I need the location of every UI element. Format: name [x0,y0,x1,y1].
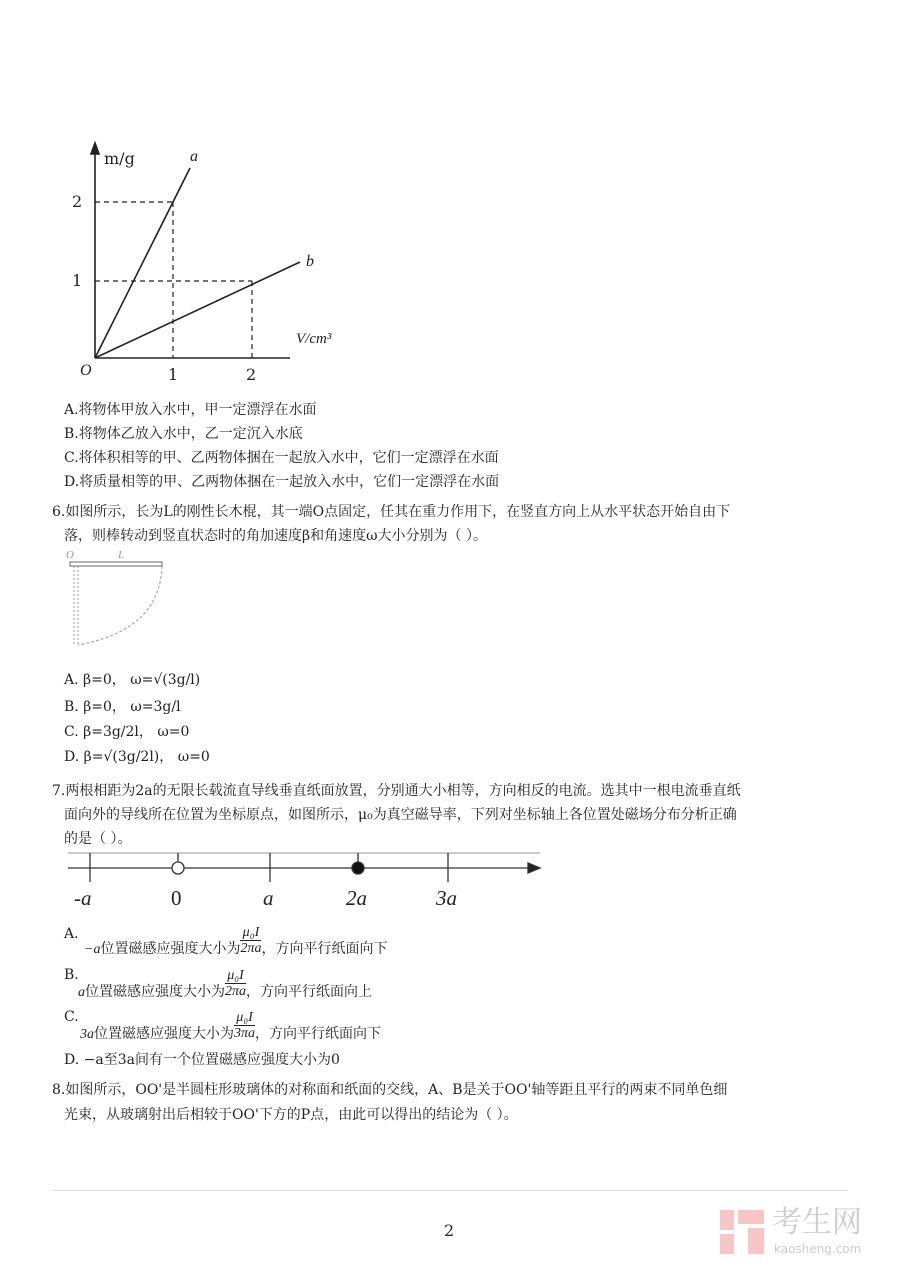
option-text: 位置磁感应强度大小为 [100,941,241,957]
option-direction: ，方向平行纸面向下 [261,941,388,957]
axis-label-3a: 3a [436,886,457,910]
axis-label-2a: 2a [346,886,367,910]
q7-line1: 7.两根相距为2a的无限长载流直导线垂直纸面放置，分别通大小相等，方向相反的电流。选其中一根电流垂直纸 [52,783,741,799]
q6-option-a: A. β=0， ω=√(3g/l) [64,672,201,688]
mass-volume-graph [91,143,300,358]
y-axis-label: m/g [104,149,135,168]
option-position: 3a [80,1027,94,1042]
option-letter: B. [64,967,79,983]
number-line [68,853,540,882]
axis-label-0: 0 [171,886,182,910]
fraction-numerator: μ₀I [234,1010,255,1026]
logo-url: kaosheng.com [774,1242,862,1256]
q5-option-c: C.将体积相等的甲、乙两物体捆在一起放入水中，它们一定漂浮在水面 [64,450,499,466]
q7-option-d: D. −a至3a间有一个位置磁感应强度大小为0 [64,1052,340,1068]
fraction-denominator: 2πa [225,983,247,999]
fraction-denominator: 2πa [240,940,262,956]
page-number: 2 [444,1221,455,1240]
kaosheng-logo [718,1206,888,1261]
logo-icon [718,1208,768,1258]
option-text: 位置磁感应强度大小为 [94,1026,234,1042]
q6-option-c: C. β=3g/2l， ω=0 [64,724,190,740]
logo-text: 考生网 [772,1205,862,1240]
line-b-label: b [306,253,314,270]
x-tick-1: 1 [168,365,179,384]
option-direction: ，方向平行纸面向上 [246,984,373,1000]
line-a-label: a [190,148,198,165]
option-direction: ，方向平行纸面向下 [255,1026,382,1042]
rod-figure [70,562,162,645]
q7-line3: 的是（ ）。 [64,831,132,847]
option-letter: A. [64,926,79,942]
x-axis-label: V/cm³ [296,331,332,347]
option-position: a [78,985,85,1000]
q8-line2: 光束，从玻璃射出后相较于OO'下方的P点，由此可以得出的结论为（ ）。 [64,1107,518,1123]
axis-label-a: a [263,886,274,910]
y-tick-1: 1 [72,271,83,290]
q8-line1: 8.如图所示，OO'是半圆柱形玻璃体的对称面和纸面的交线，A、B是关于OO'轴等距且平行的两束不同单色细 [52,1082,728,1098]
y-axis-arrow [91,143,99,154]
q5-option-d: D.将质量相等的甲、乙两物体捆在一起放入水中，它们一定漂浮在水面 [64,474,500,490]
line-a [95,168,190,358]
footer-divider [52,1190,848,1191]
q7-line2: 面向外的导线所在位置为坐标原点，如图所示，μ₀为真空磁导率，下列对坐标轴上各位置处磁场分布分析正确 [64,807,737,823]
option-position: −a [84,942,101,957]
fraction-numerator: μ₀I [240,925,261,941]
fraction-numerator: μ₀I [225,968,246,984]
axis-label-neg-a: -a [74,886,92,910]
line-b [95,262,300,358]
q6-line1: 6.如图所示，长为L的刚性长木棍，其一端O点固定，任其在重力作用下，在竖直方向上从水平状态开始自由下 [52,504,731,520]
q5-option-b: B.将物体乙放入水中，乙一定沉入水底 [64,426,303,442]
q6-option-b: B. β=0， ω=3g/l [64,699,181,715]
q5-option-a: A.将物体甲放入水中，甲一定漂浮在水面 [64,402,317,418]
rod-O-label: O [66,549,74,561]
rod-L-label: L [118,549,125,561]
option-text: 位置磁感应强度大小为 [85,984,225,1000]
origin-label: O [80,362,92,379]
option-letter: C. [64,1009,79,1025]
q6-line2: 落，则棒转动到竖直状态时的角加速度β和角速度ω大小分别为（ ）。 [64,528,487,544]
y-tick-2: 2 [72,192,83,211]
x-tick-2: 2 [246,365,257,384]
fraction-denominator: 3πa [234,1025,256,1041]
q6-option-d: D. β=√(3g/2l)， ω=0 [64,749,210,765]
